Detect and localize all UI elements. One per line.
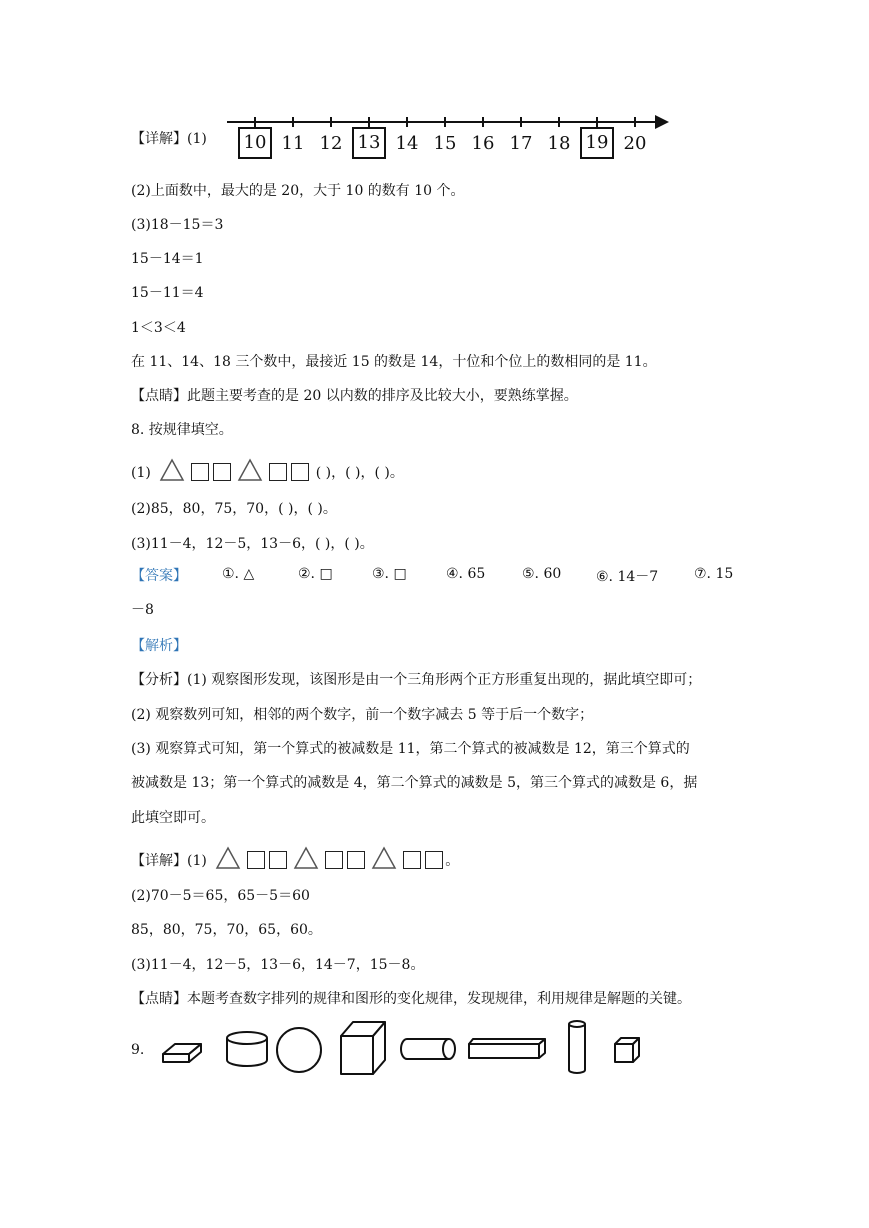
q8-part3: (3)11－4，12－5，13－6，( )，( )。 bbox=[131, 536, 374, 552]
number-line-tick bbox=[292, 117, 294, 127]
q7-line2: (2)上面数中，最大的是 20，大于 10 的数有 10 个。 bbox=[131, 183, 465, 199]
q8-part1-label: (1) bbox=[131, 465, 151, 481]
analysis-line-5: 此填空即可。 bbox=[131, 810, 215, 826]
answer-item-6: ⑥. 14－7 bbox=[596, 569, 659, 585]
triangle-shape bbox=[293, 846, 319, 870]
analysis-line-2: (2) 观察数列可知，相邻的两个数字，前一个数字减去 5 等于后一个数字； bbox=[131, 707, 594, 723]
cube-shape bbox=[341, 1022, 385, 1074]
q8-part1-blanks: ( )，( )，( )。 bbox=[315, 465, 404, 481]
number-line-number: 18 bbox=[547, 133, 571, 154]
detail-label: 【详解】(1) bbox=[131, 131, 207, 147]
q7-line6: 1＜3＜4 bbox=[131, 320, 186, 336]
square-shape bbox=[347, 851, 365, 869]
square-shape bbox=[269, 463, 287, 481]
number-line-tick bbox=[406, 117, 408, 127]
number-line-number: 15 bbox=[433, 133, 457, 154]
square-shape bbox=[269, 851, 287, 869]
analysis-line-1: 【分析】(1) 观察图形发现，该图形是由一个三角形两个正方形重复出现的，据此填空即可； bbox=[131, 672, 702, 688]
horizontal-cylinder-shape bbox=[401, 1039, 455, 1059]
q7-line5: 15－11＝4 bbox=[131, 285, 204, 301]
number-line-tick bbox=[596, 117, 598, 127]
number-line-boxed-number: 19 bbox=[580, 127, 614, 159]
number-line-axis bbox=[227, 110, 687, 130]
q7-line7: 在 11、14、18 三个数中，最接近 15 的数是 14，十位和个位上的数相同的是 11。 bbox=[131, 354, 657, 370]
answer-item-7: ⑦. 15 bbox=[694, 566, 734, 582]
number-line-number: 11 bbox=[281, 133, 305, 154]
q7-line4: 15－14＝1 bbox=[131, 251, 204, 267]
analysis-label: 【解析】 bbox=[131, 638, 187, 654]
number-line-tick bbox=[482, 117, 484, 127]
answer-item-2: ②. □ bbox=[298, 566, 333, 582]
q8-comment: 【点睛】本题考查数字排列的规律和图形的变化规律，发现规律，利用规律是解题的关键。 bbox=[131, 991, 691, 1007]
q7-line3: (3)18－15＝3 bbox=[131, 217, 224, 233]
number-line-tick bbox=[254, 117, 256, 127]
square-shape bbox=[247, 851, 265, 869]
square-shape bbox=[191, 463, 209, 481]
square-shape bbox=[291, 463, 309, 481]
number-line-boxed-number: 13 bbox=[352, 127, 386, 159]
answer-continuation: －8 bbox=[131, 602, 154, 618]
q8-title: 8. 按规律填空。 bbox=[131, 422, 233, 438]
analysis-line-3: (3) 观察算式可知，第一个算式的被减数是 11，第二个算式的被减数是 12，第三个算式的 bbox=[131, 741, 690, 757]
number-line-tick bbox=[634, 117, 636, 127]
answer-label: 【答案】 bbox=[131, 568, 187, 584]
q8-part1 bbox=[131, 458, 404, 483]
square-shape bbox=[425, 851, 443, 869]
cylinder-shape bbox=[227, 1032, 267, 1066]
number-line-boxed-number: 10 bbox=[238, 127, 272, 159]
tall-cylinder-shape bbox=[569, 1021, 585, 1073]
triangle-shape bbox=[215, 846, 241, 870]
number-line-tick bbox=[444, 117, 446, 127]
number-line bbox=[227, 110, 687, 160]
q8-part2: (2)85，80，75，70，( )，( )。 bbox=[131, 501, 337, 517]
sphere-shape bbox=[277, 1028, 321, 1072]
answer-item-3: ③. □ bbox=[372, 566, 407, 582]
square-shape bbox=[213, 463, 231, 481]
square-shape bbox=[403, 851, 421, 869]
q8-detail-3: 85，80，75，70，65，60。 bbox=[131, 922, 322, 938]
number-line-number: 14 bbox=[395, 133, 419, 154]
analysis-line-4: 被减数是 13；第一个算式的减数是 4，第二个算式的减数是 5，第三个算式的减数是 6，据 bbox=[131, 775, 698, 791]
q8-detail-1 bbox=[131, 846, 459, 871]
flat-cuboid-shape bbox=[163, 1044, 201, 1062]
q9-number: 9. bbox=[131, 1042, 145, 1058]
number-line-tick bbox=[520, 117, 522, 127]
answer-item-1: ①. △ bbox=[222, 566, 255, 582]
q8-detail-end: 。 bbox=[445, 853, 460, 869]
number-line-number: 12 bbox=[319, 133, 343, 154]
number-line-tick bbox=[558, 117, 560, 127]
q8-detail-2: (2)70－5＝65，65－5＝60 bbox=[131, 888, 310, 904]
answer-item-4: ④. 65 bbox=[446, 566, 486, 582]
number-line-tick bbox=[368, 117, 370, 127]
triangle-shape bbox=[159, 458, 185, 482]
triangle-shape bbox=[237, 458, 263, 482]
number-line-tick bbox=[330, 117, 332, 127]
number-line-number: 17 bbox=[509, 133, 533, 154]
number-line-number: 16 bbox=[471, 133, 495, 154]
q7-comment: 【点睛】此题主要考查的是 20 以内数的排序及比较大小，要熟练掌握。 bbox=[131, 388, 578, 404]
triangle-shape bbox=[371, 846, 397, 870]
long-cuboid-shape bbox=[469, 1039, 545, 1058]
square-shape bbox=[325, 851, 343, 869]
q8-detail-4: (3)11－4，12－5，13－6，14－7，15－8。 bbox=[131, 957, 425, 973]
number-line-number: 20 bbox=[623, 133, 647, 154]
answer-item-5: ⑤. 60 bbox=[522, 566, 562, 582]
solid-shapes-row bbox=[131, 1018, 671, 1078]
small-cube-shape bbox=[615, 1038, 639, 1062]
q8-detail-label: 【详解】(1) bbox=[131, 853, 207, 869]
